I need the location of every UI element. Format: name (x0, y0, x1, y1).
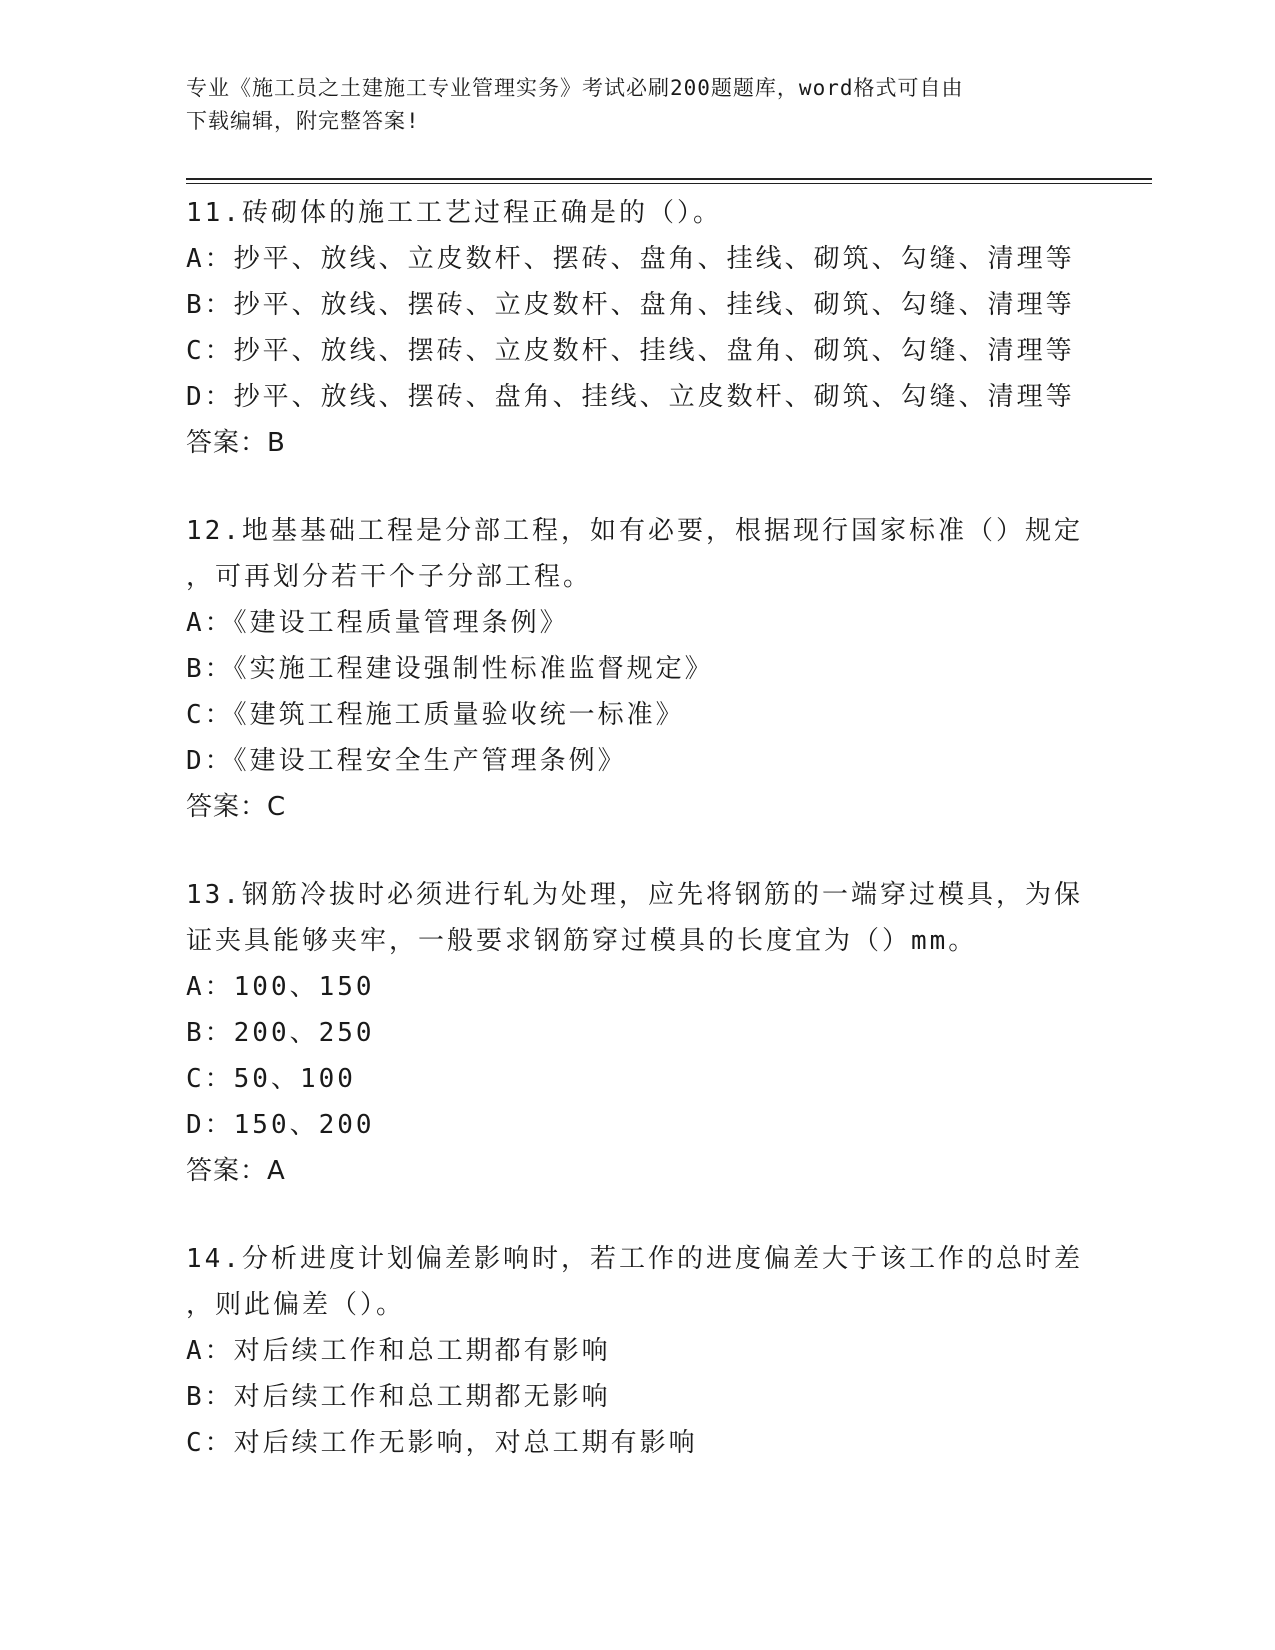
question-stem-continued: ，可再划分若干个子分部工程。 (186, 562, 593, 592)
question-14 (186, 1236, 1086, 1466)
option-a: A：《建设工程质量管理条例》 (186, 608, 569, 638)
answer: 答案：C (186, 792, 287, 822)
question-12 (186, 508, 1086, 830)
question-stem: 12.地基基础工程是分部工程，如有必要，根据现行国家标准（）规定 (186, 516, 1083, 546)
option-b: B：抄平、放线、摆砖、立皮数杆、盘角、挂线、砌筑、勾缝、清理等 (186, 290, 1075, 320)
option-b: B：200、250 (186, 1018, 375, 1048)
question-11 (186, 190, 1086, 466)
question-stem-continued: ，则此偏差（）。 (186, 1290, 406, 1320)
question-stem: 11.砖砌体的施工工艺过程正确是的（）。 (186, 198, 722, 228)
question-list (186, 190, 1086, 1508)
question-stem: 13.钢筋冷拔时必须进行轧为处理，应先将钢筋的一端穿过模具，为保 (186, 880, 1083, 910)
option-a: A：对后续工作和总工期都有影响 (186, 1336, 611, 1366)
document-header (186, 72, 1086, 138)
header-line-1: 专业《施工员之土建施工专业管理实务》考试必刷200题题库，word格式可自由 (186, 76, 964, 100)
option-d: D：抄平、放线、摆砖、盘角、挂线、立皮数杆、砌筑、勾缝、清理等 (186, 382, 1075, 412)
question-stem: 14.分析进度计划偏差影响时，若工作的进度偏差大于该工作的总时差 (186, 1244, 1083, 1274)
option-c: C：50、100 (186, 1064, 356, 1094)
option-c: C：抄平、放线、摆砖、立皮数杆、挂线、盘角、砌筑、勾缝、清理等 (186, 336, 1075, 366)
option-a: A：抄平、放线、立皮数杆、摆砖、盘角、挂线、砌筑、勾缝、清理等 (186, 244, 1075, 274)
option-b: B：对后续工作和总工期都无影响 (186, 1382, 611, 1412)
option-d: D：《建设工程安全生产管理条例》 (186, 746, 627, 776)
header-line-2: 下载编辑，附完整答案! (186, 109, 420, 133)
question-13 (186, 872, 1086, 1194)
header-divider-thick (186, 178, 1152, 180)
option-d: D：150、200 (186, 1110, 375, 1140)
option-b: B：《实施工程建设强制性标准监督规定》 (186, 654, 714, 684)
answer: 答案：A (186, 1156, 286, 1186)
option-c: C：对后续工作无影响，对总工期有影响 (186, 1428, 698, 1458)
header-divider-thin (186, 183, 1152, 184)
answer: 答案：B (186, 428, 286, 458)
option-a: A：100、150 (186, 972, 375, 1002)
option-c: C：《建筑工程施工质量验收统一标准》 (186, 700, 685, 730)
question-stem-continued: 证夹具能够夹牢，一般要求钢筋穿过模具的长度宜为（）mm。 (186, 926, 978, 956)
